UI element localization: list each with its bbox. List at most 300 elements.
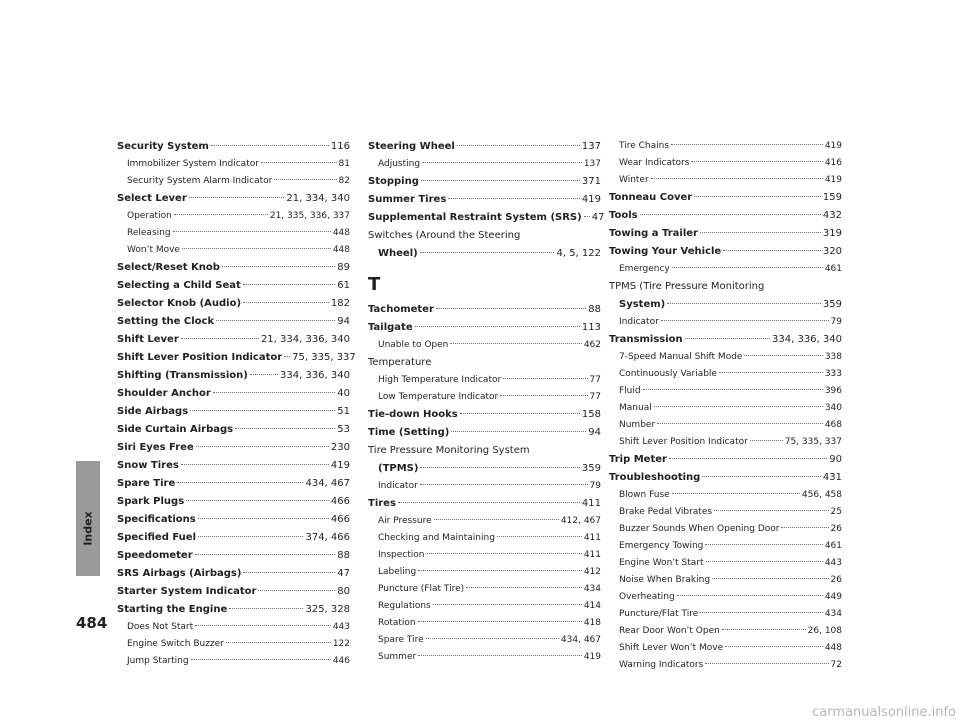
- index-entry: [368, 495, 601, 513]
- dot-leader: [781, 527, 828, 528]
- index-term: Shift Lever: [117, 334, 179, 345]
- index-pages: 82: [338, 176, 350, 186]
- dot-leader: [198, 518, 329, 519]
- dot-leader: [196, 446, 329, 447]
- index-pages: 461: [824, 264, 842, 274]
- index-pages: 88: [337, 550, 350, 561]
- dot-leader: [189, 197, 285, 198]
- dot-leader: [691, 161, 822, 162]
- index-pages: 113: [581, 322, 601, 333]
- index-pages: 137: [583, 159, 601, 169]
- dot-leader: [415, 326, 580, 327]
- index-pages: 158: [581, 409, 601, 420]
- dot-leader: [457, 145, 580, 146]
- index-entry: [368, 173, 601, 191]
- index-term: Tachometer: [368, 304, 434, 315]
- index-entry: [609, 243, 842, 261]
- index-term: Spare Tire: [378, 635, 424, 645]
- index-term: Engine Switch Buzzer: [127, 639, 224, 649]
- index-pages: 77: [589, 392, 601, 402]
- index-entry: [609, 189, 842, 207]
- index-pages: 419: [330, 460, 350, 471]
- index-term: Puncture (Flat Tire): [378, 584, 465, 594]
- dot-leader: [226, 642, 331, 643]
- index-pages: 466: [330, 514, 350, 525]
- index-pages: 434: [583, 584, 601, 594]
- index-pages: 40: [337, 388, 350, 399]
- index-pages: 414: [583, 601, 601, 611]
- dot-leader: [671, 144, 823, 145]
- index-term: Does Not Start: [127, 622, 194, 632]
- index-pages: 359: [581, 463, 601, 474]
- index-term: Troubleshooting: [609, 472, 701, 483]
- index-entry: [117, 313, 350, 331]
- index-term: Number: [619, 420, 656, 430]
- watermark: carmanualsonline.info: [812, 705, 956, 720]
- index-term: Transmission: [609, 334, 683, 345]
- index-term: Shift Lever Position Indicator: [117, 352, 283, 363]
- dot-leader: [448, 198, 580, 199]
- dot-leader: [195, 625, 331, 626]
- index-pages: 75, 335, 337: [292, 352, 356, 363]
- index-term: Tailgate: [368, 322, 413, 333]
- index-subentry: [609, 400, 842, 417]
- index-pages: 431: [822, 472, 842, 483]
- index-entry: [117, 439, 350, 457]
- index-subentry: [368, 530, 601, 547]
- index-pages: 468: [824, 420, 842, 430]
- index-entry: [117, 493, 350, 511]
- index-term: Jump Starting: [127, 656, 189, 666]
- index-entry: [117, 511, 350, 529]
- index-tab-label: Index: [81, 510, 95, 546]
- section-letter: T: [368, 274, 381, 295]
- dot-leader: [216, 320, 335, 321]
- index-entry: [368, 138, 601, 156]
- index-entry: [368, 460, 601, 478]
- index-term: Adjusting: [378, 159, 421, 169]
- index-term: Continuously Variable: [619, 369, 717, 379]
- index-entry: [117, 601, 350, 619]
- dot-leader: [672, 493, 800, 494]
- index-term: Security System Alarm Indicator: [127, 176, 273, 186]
- index-pages: 411: [583, 550, 601, 560]
- index-term: Emergency: [619, 264, 670, 274]
- index-subentry: [368, 615, 601, 632]
- dot-leader: [744, 355, 822, 356]
- dot-leader: [229, 608, 303, 609]
- index-term: Overheating: [619, 592, 675, 602]
- dot-leader: [677, 595, 823, 596]
- index-term: Summer: [378, 652, 417, 662]
- index-subentry: [609, 366, 842, 383]
- index-term: Emergency Towing: [619, 541, 704, 551]
- dot-leader: [190, 410, 335, 411]
- index-entry: [368, 319, 601, 337]
- index-pages: 461: [824, 541, 842, 551]
- dot-leader: [261, 162, 337, 163]
- index-pages: 137: [581, 141, 601, 152]
- dot-leader: [222, 266, 335, 267]
- index-subentry: [609, 521, 842, 538]
- index-subentry: [609, 606, 842, 623]
- index-subentry: [368, 581, 601, 598]
- dot-leader: [420, 252, 555, 253]
- index-term: Select Lever: [117, 193, 187, 204]
- index-pages: 359: [822, 299, 842, 310]
- dot-leader: [451, 431, 586, 432]
- index-entry: [609, 451, 842, 469]
- index-term: Rotation: [378, 618, 416, 628]
- index-term: Shoulder Anchor: [117, 388, 211, 399]
- dot-leader: [706, 561, 823, 562]
- index-term: Manual: [619, 403, 652, 413]
- dot-leader: [174, 214, 268, 215]
- index-entry: [368, 191, 601, 209]
- index-pages: 21, 334, 340: [286, 193, 350, 204]
- index-pages: 333: [824, 369, 842, 379]
- index-tab-label-wrap: [76, 498, 100, 558]
- index-pages: 434, 467: [305, 478, 350, 489]
- index-entry: [368, 245, 601, 263]
- index-pages: 334, 336, 340: [772, 334, 842, 345]
- index-pages: 94: [588, 427, 601, 438]
- index-subentry: [368, 632, 601, 649]
- index-pages: 419: [583, 652, 601, 662]
- index-subentry: [609, 504, 842, 521]
- dot-leader: [418, 621, 582, 622]
- index-pages: 446: [332, 656, 350, 666]
- index-entry: [368, 442, 601, 460]
- dot-leader: [420, 484, 588, 485]
- index-pages: 466: [330, 496, 350, 507]
- dot-leader: [714, 510, 828, 511]
- dot-leader: [422, 162, 582, 163]
- dot-leader: [667, 303, 821, 304]
- dot-leader: [191, 659, 331, 660]
- page-number: 484: [76, 614, 108, 632]
- index-subentry: [368, 156, 601, 173]
- index-term: TPMS (Tire Pressure Monitoring: [609, 281, 765, 292]
- dot-leader: [181, 464, 329, 465]
- dot-leader: [274, 179, 336, 180]
- index-pages: 443: [332, 622, 350, 632]
- index-pages: 116: [330, 141, 350, 152]
- index-pages: 340: [824, 403, 842, 413]
- index-column-2: [368, 138, 605, 666]
- index-pages: 79: [589, 481, 601, 491]
- index-entry: [368, 424, 601, 442]
- index-term: (TPMS): [378, 463, 419, 474]
- index-entry: [117, 349, 356, 367]
- dot-leader: [584, 216, 590, 217]
- index-entry: [117, 277, 350, 295]
- index-pages: 434: [824, 609, 842, 619]
- index-pages: 449: [824, 592, 842, 602]
- index-subentry: [609, 261, 842, 278]
- index-subentry: [609, 623, 842, 640]
- dot-leader: [712, 578, 828, 579]
- index-pages: 434, 467: [560, 635, 601, 645]
- dot-leader: [661, 320, 829, 321]
- dot-leader: [284, 356, 290, 357]
- dot-leader: [725, 646, 823, 647]
- dot-leader: [669, 458, 827, 459]
- index-term: Summer Tires: [368, 194, 447, 205]
- index-term: Inspection: [378, 550, 425, 560]
- index-entry: [117, 421, 350, 439]
- index-pages: 21, 335, 336, 337: [269, 211, 350, 221]
- index-term: Tire Pressure Monitoring System: [368, 445, 530, 456]
- index-pages: 89: [337, 262, 350, 273]
- index-term: Tie-down Hooks: [368, 409, 458, 420]
- dot-leader: [672, 267, 823, 268]
- index-entry: [368, 209, 605, 227]
- dot-leader: [654, 406, 823, 407]
- index-pages: 72: [830, 660, 842, 670]
- index-subentry: [609, 657, 842, 674]
- index-pages: 443: [824, 558, 842, 568]
- index-pages: 419: [824, 141, 842, 151]
- index-entry: [609, 207, 842, 225]
- index-entry: [117, 385, 350, 403]
- index-pages: 182: [330, 298, 350, 309]
- dot-leader: [421, 180, 580, 181]
- index-subentry: [609, 138, 842, 155]
- index-term: Speedometer: [117, 550, 193, 561]
- index-term: Towing Your Vehicle: [609, 246, 722, 257]
- index-term: Buzzer Sounds When Opening Door: [619, 524, 780, 534]
- index-term: Side Airbags: [117, 406, 189, 417]
- index-entry: [117, 190, 350, 208]
- dot-leader: [702, 476, 821, 477]
- index-entry: [117, 583, 350, 601]
- index-pages: 334, 336, 340: [280, 370, 350, 381]
- dot-leader: [723, 250, 821, 251]
- index-entry: [117, 331, 350, 349]
- index-entry: [117, 457, 350, 475]
- index-term: Warning Indicators: [619, 660, 704, 670]
- index-subentry: [368, 337, 601, 354]
- index-term: Checking and Maintaining: [378, 533, 495, 543]
- dot-leader: [198, 536, 303, 537]
- index-term: Unable to Open: [378, 340, 449, 350]
- index-term: Side Curtain Airbags: [117, 424, 234, 435]
- dot-leader: [398, 502, 580, 503]
- index-term: High Temperature Indicator: [378, 375, 502, 385]
- dot-leader: [427, 553, 582, 554]
- index-pages: 456, 458: [801, 490, 842, 500]
- index-subentry: [609, 349, 842, 366]
- dot-leader: [235, 428, 335, 429]
- dot-leader: [497, 536, 582, 537]
- index-pages: 75, 335, 337: [784, 437, 842, 447]
- index-subentry: [609, 383, 842, 400]
- index-pages: 396: [824, 386, 842, 396]
- index-pages: 26, 108: [807, 626, 842, 636]
- dot-leader: [640, 214, 821, 215]
- index-term: Starting the Engine: [117, 604, 228, 615]
- index-term: Labeling: [378, 567, 417, 577]
- index-subentry: [368, 564, 601, 581]
- index-term: Wheel): [378, 248, 418, 259]
- index-term: Specified Fuel: [117, 532, 196, 543]
- index-term: Indicator: [378, 481, 418, 491]
- index-entry: [368, 406, 601, 424]
- index-entry: [609, 225, 842, 243]
- index-pages: 90: [829, 454, 842, 465]
- dot-leader: [500, 395, 587, 396]
- index-term: Supplemental Restraint System (SRS): [368, 212, 582, 223]
- index-subentry: [609, 172, 842, 189]
- index-subentry: [117, 619, 350, 636]
- index-subentry: [609, 572, 842, 589]
- index-entry: [609, 331, 842, 349]
- dot-leader: [420, 467, 579, 468]
- index-term: Tools: [609, 210, 638, 221]
- index-pages: 80: [337, 586, 350, 597]
- dot-leader: [700, 232, 821, 233]
- index-pages: 338: [824, 352, 842, 362]
- index-entry: [368, 354, 601, 372]
- index-subentry: [609, 640, 842, 657]
- dot-leader: [434, 519, 559, 520]
- index-term: Setting the Clock: [117, 316, 215, 327]
- index-term: Shifting (Transmission): [117, 370, 248, 381]
- dot-leader: [651, 178, 823, 179]
- index-entry: [117, 259, 350, 277]
- index-pages: 47: [591, 212, 605, 223]
- index-pages: 419: [581, 194, 601, 205]
- dot-leader: [503, 378, 587, 379]
- index-subentry: [368, 513, 601, 530]
- dot-leader: [243, 284, 335, 285]
- dot-leader: [186, 500, 329, 501]
- index-subentry: [609, 155, 842, 172]
- index-entry: [117, 529, 350, 547]
- index-pages: 371: [581, 176, 601, 187]
- index-pages: 411: [583, 533, 601, 543]
- index-subentry: [368, 372, 601, 389]
- index-subentry: [368, 598, 601, 615]
- index-term: Indicator: [619, 317, 659, 327]
- index-term: Spare Tire: [117, 478, 176, 489]
- index-subentry: [117, 173, 350, 190]
- dot-leader: [657, 423, 823, 424]
- index-pages: 418: [583, 618, 601, 628]
- dot-leader: [177, 482, 303, 483]
- index-pages: 47: [337, 568, 350, 579]
- index-term: Won’t Move: [127, 245, 180, 255]
- index-entry: [117, 403, 350, 421]
- dot-leader: [418, 570, 582, 571]
- index-term: 7-Speed Manual Shift Mode: [619, 352, 743, 362]
- dot-leader: [436, 308, 586, 309]
- index-entry: [117, 138, 350, 156]
- index-subentry: [117, 242, 350, 259]
- index-term: Shift Lever Position Indicator: [619, 437, 748, 447]
- dot-leader: [750, 440, 783, 441]
- index-subentry: [609, 314, 842, 331]
- dot-leader: [685, 338, 770, 339]
- index-entry: [368, 301, 601, 319]
- index-pages: 419: [824, 175, 842, 185]
- index-pages: 53: [337, 424, 350, 435]
- dot-leader: [426, 638, 559, 639]
- index-pages: 94: [337, 316, 350, 327]
- dot-leader: [243, 572, 335, 573]
- index-pages: 416: [824, 158, 842, 168]
- index-subentry: [117, 208, 350, 225]
- index-pages: 374, 466: [305, 532, 350, 543]
- index-term: Puncture/Flat Tire: [619, 609, 699, 619]
- dot-leader: [195, 554, 336, 555]
- index-subentry: [117, 636, 350, 653]
- dot-leader: [181, 338, 259, 339]
- index-pages: 319: [822, 228, 842, 239]
- dot-leader: [466, 587, 582, 588]
- dot-leader: [460, 413, 580, 414]
- index-pages: 448: [332, 245, 350, 255]
- index-pages: 325, 328: [305, 604, 350, 615]
- index-entry: [117, 565, 350, 583]
- index-term: Releasing: [127, 228, 171, 238]
- index-term: Tonneau Cover: [609, 192, 693, 203]
- index-term: Stopping: [368, 176, 419, 187]
- index-term: Tires: [368, 498, 396, 509]
- index-subentry: [609, 417, 842, 434]
- dot-leader: [211, 145, 329, 146]
- index-term: Air Pressure: [378, 516, 432, 526]
- index-term: Towing a Trailer: [609, 228, 698, 239]
- dot-leader: [705, 544, 822, 545]
- index-term: Shift Lever Won’t Move: [619, 643, 724, 653]
- index-term: Trip Meter: [609, 454, 667, 465]
- dot-leader: [722, 629, 806, 630]
- index-term: Temperature: [368, 357, 432, 368]
- index-pages: 77: [589, 375, 601, 385]
- index-column-1: [117, 138, 356, 670]
- index-term: Security System: [117, 141, 209, 152]
- index-term: Operation: [127, 211, 172, 221]
- index-pages: 4, 5, 122: [556, 248, 601, 259]
- index-term: Starter System Indicator: [117, 586, 257, 597]
- index-pages: 51: [337, 406, 350, 417]
- index-subentry: [368, 478, 601, 495]
- index-pages: 462: [583, 340, 601, 350]
- index-entry: [117, 367, 350, 385]
- index-term: Snow Tires: [117, 460, 179, 471]
- index-pages: 159: [822, 192, 842, 203]
- dot-leader: [250, 374, 278, 375]
- index-term: Low Temperature Indicator: [378, 392, 499, 402]
- index-pages: 412: [583, 567, 601, 577]
- index-pages: 448: [824, 643, 842, 653]
- index-pages: 432: [822, 210, 842, 221]
- dot-leader: [719, 372, 823, 373]
- index-subentry: [609, 555, 842, 572]
- index-pages: 88: [588, 304, 601, 315]
- index-term: Blown Fuse: [619, 490, 670, 500]
- index-entry: [117, 547, 350, 565]
- dot-leader: [700, 612, 823, 613]
- index-term: Selector Knob (Audio): [117, 298, 242, 309]
- index-entry: [609, 278, 842, 296]
- dot-leader: [418, 655, 582, 656]
- index-term: Noise When Braking: [619, 575, 711, 585]
- index-pages: 26: [830, 524, 842, 534]
- index-pages: 412, 467: [560, 516, 601, 526]
